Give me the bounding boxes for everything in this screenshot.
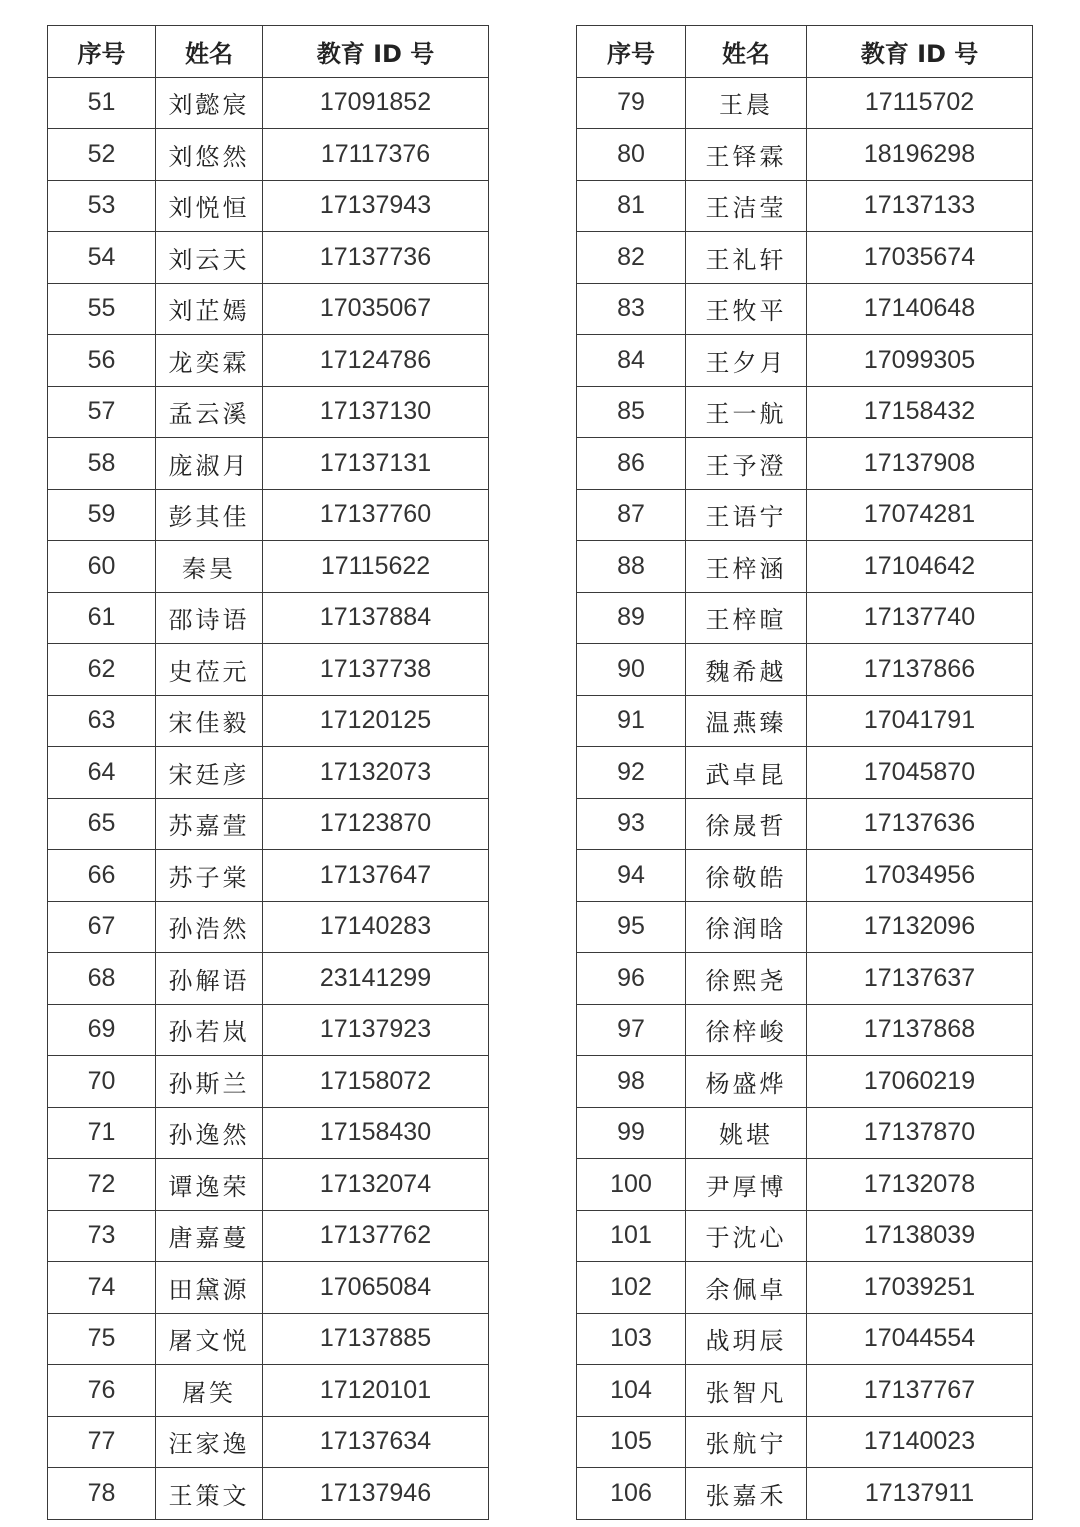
row-name: 尹厚博 bbox=[686, 1159, 807, 1211]
row-id: 17132073 bbox=[263, 747, 489, 799]
header-row bbox=[48, 26, 489, 78]
row-seq: 78 bbox=[48, 1468, 156, 1520]
student-table-left bbox=[47, 25, 489, 1520]
row-name: 王礼轩 bbox=[686, 232, 807, 284]
table-row bbox=[577, 747, 1033, 799]
row-id: 17041791 bbox=[807, 695, 1033, 747]
row-seq: 60 bbox=[48, 541, 156, 593]
row-seq: 57 bbox=[48, 386, 156, 438]
row-seq: 67 bbox=[48, 901, 156, 953]
table-row bbox=[577, 798, 1033, 850]
table-row bbox=[48, 232, 489, 284]
row-name: 王牧平 bbox=[686, 283, 807, 335]
row-name: 徐熙尧 bbox=[686, 953, 807, 1005]
row-id: 17137762 bbox=[263, 1210, 489, 1262]
row-name: 徐润晗 bbox=[686, 901, 807, 953]
row-id: 17137908 bbox=[807, 438, 1033, 490]
row-seq: 64 bbox=[48, 747, 156, 799]
table-row bbox=[48, 77, 489, 129]
row-name: 张嘉禾 bbox=[686, 1468, 807, 1520]
row-id: 17035674 bbox=[807, 232, 1033, 284]
row-id: 17045870 bbox=[807, 747, 1033, 799]
table-row bbox=[577, 1210, 1033, 1262]
table-row bbox=[48, 335, 489, 387]
row-name: 孟云溪 bbox=[156, 386, 263, 438]
row-name: 谭逸荣 bbox=[156, 1159, 263, 1211]
table-row bbox=[48, 798, 489, 850]
table-row bbox=[48, 1313, 489, 1365]
row-id: 17060219 bbox=[807, 1056, 1033, 1108]
row-id: 17099305 bbox=[807, 335, 1033, 387]
row-name: 宋廷彦 bbox=[156, 747, 263, 799]
row-seq: 88 bbox=[577, 541, 686, 593]
row-id: 17158072 bbox=[263, 1056, 489, 1108]
table-row bbox=[48, 1262, 489, 1314]
row-name: 刘悦恒 bbox=[156, 180, 263, 232]
row-seq: 92 bbox=[577, 747, 686, 799]
header-id: 教育 ID 号 bbox=[263, 26, 489, 78]
header-seq: 序号 bbox=[48, 26, 156, 78]
row-name: 王晨 bbox=[686, 77, 807, 129]
table-row bbox=[577, 1313, 1033, 1365]
row-name: 汪家逸 bbox=[156, 1416, 263, 1468]
table-row bbox=[48, 489, 489, 541]
row-name: 王夕月 bbox=[686, 335, 807, 387]
row-name: 秦昊 bbox=[156, 541, 263, 593]
row-seq: 76 bbox=[48, 1365, 156, 1417]
row-seq: 95 bbox=[577, 901, 686, 953]
row-id: 17132074 bbox=[263, 1159, 489, 1211]
row-seq: 66 bbox=[48, 850, 156, 902]
row-id: 17137868 bbox=[807, 1004, 1033, 1056]
table-row bbox=[48, 592, 489, 644]
table-row bbox=[48, 283, 489, 335]
header-name: 姓名 bbox=[686, 26, 807, 78]
table-row bbox=[48, 1210, 489, 1262]
table-row bbox=[48, 644, 489, 696]
table-row bbox=[577, 644, 1033, 696]
row-seq: 62 bbox=[48, 644, 156, 696]
row-name: 刘云天 bbox=[156, 232, 263, 284]
row-name: 唐嘉蔓 bbox=[156, 1210, 263, 1262]
row-seq: 79 bbox=[577, 77, 686, 129]
table-row bbox=[48, 1416, 489, 1468]
row-name: 苏子棠 bbox=[156, 850, 263, 902]
row-seq: 55 bbox=[48, 283, 156, 335]
table-row bbox=[48, 1056, 489, 1108]
row-id: 17137760 bbox=[263, 489, 489, 541]
table-row bbox=[577, 232, 1033, 284]
row-name: 龙奕霖 bbox=[156, 335, 263, 387]
row-name: 魏希越 bbox=[686, 644, 807, 696]
row-name: 孙斯兰 bbox=[156, 1056, 263, 1108]
row-seq: 72 bbox=[48, 1159, 156, 1211]
row-name: 王梓涵 bbox=[686, 541, 807, 593]
header-name: 姓名 bbox=[156, 26, 263, 78]
row-seq: 83 bbox=[577, 283, 686, 335]
row-seq: 59 bbox=[48, 489, 156, 541]
table-row bbox=[577, 592, 1033, 644]
row-seq: 89 bbox=[577, 592, 686, 644]
row-seq: 96 bbox=[577, 953, 686, 1005]
table-row bbox=[577, 1416, 1033, 1468]
row-name: 孙解语 bbox=[156, 953, 263, 1005]
row-name: 姚堪 bbox=[686, 1107, 807, 1159]
row-id: 17034956 bbox=[807, 850, 1033, 902]
row-seq: 100 bbox=[577, 1159, 686, 1211]
row-name: 邵诗语 bbox=[156, 592, 263, 644]
row-id: 17117376 bbox=[263, 129, 489, 181]
row-seq: 81 bbox=[577, 180, 686, 232]
row-id: 17132078 bbox=[807, 1159, 1033, 1211]
row-id: 17124786 bbox=[263, 335, 489, 387]
row-id: 17137767 bbox=[807, 1365, 1033, 1417]
row-name: 徐敬皓 bbox=[686, 850, 807, 902]
table-row bbox=[48, 129, 489, 181]
row-id: 17137946 bbox=[263, 1468, 489, 1520]
table-row bbox=[577, 1262, 1033, 1314]
row-id: 17137866 bbox=[807, 644, 1033, 696]
row-name: 孙逸然 bbox=[156, 1107, 263, 1159]
row-id: 17137738 bbox=[263, 644, 489, 696]
row-id: 17115622 bbox=[263, 541, 489, 593]
row-id: 17132096 bbox=[807, 901, 1033, 953]
table-row bbox=[48, 1365, 489, 1417]
row-id: 17138039 bbox=[807, 1210, 1033, 1262]
row-seq: 93 bbox=[577, 798, 686, 850]
row-seq: 75 bbox=[48, 1313, 156, 1365]
row-name: 王梓暄 bbox=[686, 592, 807, 644]
row-id: 17115702 bbox=[807, 77, 1033, 129]
row-id: 17137923 bbox=[263, 1004, 489, 1056]
row-name: 王语宁 bbox=[686, 489, 807, 541]
row-name: 张航宁 bbox=[686, 1416, 807, 1468]
row-seq: 99 bbox=[577, 1107, 686, 1159]
row-id: 17137740 bbox=[807, 592, 1033, 644]
row-name: 刘懿宸 bbox=[156, 77, 263, 129]
row-id: 17104642 bbox=[807, 541, 1033, 593]
table-row bbox=[48, 850, 489, 902]
table-row bbox=[577, 1004, 1033, 1056]
table-row bbox=[577, 953, 1033, 1005]
table-row bbox=[577, 1056, 1033, 1108]
row-name: 屠笑 bbox=[156, 1365, 263, 1417]
row-name: 彭其佳 bbox=[156, 489, 263, 541]
row-id: 17074281 bbox=[807, 489, 1033, 541]
table-row bbox=[48, 1004, 489, 1056]
row-name: 王铎霖 bbox=[686, 129, 807, 181]
row-id: 17140023 bbox=[807, 1416, 1033, 1468]
row-seq: 87 bbox=[577, 489, 686, 541]
row-id: 17158432 bbox=[807, 386, 1033, 438]
row-name: 庞淑月 bbox=[156, 438, 263, 490]
row-name: 温燕臻 bbox=[686, 695, 807, 747]
row-seq: 105 bbox=[577, 1416, 686, 1468]
table-row bbox=[48, 1468, 489, 1520]
row-seq: 102 bbox=[577, 1262, 686, 1314]
table-row bbox=[577, 283, 1033, 335]
row-name: 于沈心 bbox=[686, 1210, 807, 1262]
row-id: 17039251 bbox=[807, 1262, 1033, 1314]
row-seq: 51 bbox=[48, 77, 156, 129]
row-id: 17137636 bbox=[807, 798, 1033, 850]
table-row bbox=[48, 1107, 489, 1159]
table-row bbox=[577, 386, 1033, 438]
row-name: 武卓昆 bbox=[686, 747, 807, 799]
row-seq: 56 bbox=[48, 335, 156, 387]
row-id: 17044554 bbox=[807, 1313, 1033, 1365]
row-seq: 94 bbox=[577, 850, 686, 902]
row-seq: 73 bbox=[48, 1210, 156, 1262]
row-id: 17137133 bbox=[807, 180, 1033, 232]
row-seq: 54 bbox=[48, 232, 156, 284]
row-seq: 104 bbox=[577, 1365, 686, 1417]
row-id: 17158430 bbox=[263, 1107, 489, 1159]
row-seq: 101 bbox=[577, 1210, 686, 1262]
row-id: 17123870 bbox=[263, 798, 489, 850]
row-id: 17137884 bbox=[263, 592, 489, 644]
row-seq: 52 bbox=[48, 129, 156, 181]
table-row bbox=[48, 386, 489, 438]
row-seq: 106 bbox=[577, 1468, 686, 1520]
row-id: 17120125 bbox=[263, 695, 489, 747]
row-id: 17137885 bbox=[263, 1313, 489, 1365]
row-seq: 85 bbox=[577, 386, 686, 438]
row-name: 王策文 bbox=[156, 1468, 263, 1520]
row-id: 17137130 bbox=[263, 386, 489, 438]
row-seq: 69 bbox=[48, 1004, 156, 1056]
row-name: 田黛源 bbox=[156, 1262, 263, 1314]
row-seq: 98 bbox=[577, 1056, 686, 1108]
table-row bbox=[577, 1107, 1033, 1159]
header-row bbox=[577, 26, 1033, 78]
row-seq: 65 bbox=[48, 798, 156, 850]
table-row bbox=[577, 1159, 1033, 1211]
row-name: 孙浩然 bbox=[156, 901, 263, 953]
table-row bbox=[577, 438, 1033, 490]
row-id: 17137637 bbox=[807, 953, 1033, 1005]
row-name: 徐晟哲 bbox=[686, 798, 807, 850]
row-name: 张智凡 bbox=[686, 1365, 807, 1417]
table-row bbox=[577, 77, 1033, 129]
row-id: 17137736 bbox=[263, 232, 489, 284]
table-row bbox=[48, 695, 489, 747]
table-row bbox=[577, 129, 1033, 181]
row-id: 17137943 bbox=[263, 180, 489, 232]
row-seq: 58 bbox=[48, 438, 156, 490]
row-seq: 68 bbox=[48, 953, 156, 1005]
row-name: 杨盛烨 bbox=[686, 1056, 807, 1108]
row-name: 屠文悦 bbox=[156, 1313, 263, 1365]
row-id: 17137647 bbox=[263, 850, 489, 902]
row-seq: 74 bbox=[48, 1262, 156, 1314]
table-row bbox=[48, 953, 489, 1005]
row-name: 苏嘉萱 bbox=[156, 798, 263, 850]
row-name: 徐梓峻 bbox=[686, 1004, 807, 1056]
header-id: 教育 ID 号 bbox=[807, 26, 1033, 78]
row-id: 17120101 bbox=[263, 1365, 489, 1417]
table-row bbox=[577, 1365, 1033, 1417]
row-id: 17035067 bbox=[263, 283, 489, 335]
row-seq: 71 bbox=[48, 1107, 156, 1159]
row-seq: 70 bbox=[48, 1056, 156, 1108]
row-seq: 63 bbox=[48, 695, 156, 747]
table-row bbox=[577, 850, 1033, 902]
table-row bbox=[577, 541, 1033, 593]
table-row bbox=[577, 335, 1033, 387]
row-id: 17137870 bbox=[807, 1107, 1033, 1159]
row-id: 17140283 bbox=[263, 901, 489, 953]
row-name: 王予澄 bbox=[686, 438, 807, 490]
row-id: 17140648 bbox=[807, 283, 1033, 335]
row-seq: 61 bbox=[48, 592, 156, 644]
row-name: 刘芷嫣 bbox=[156, 283, 263, 335]
header-seq: 序号 bbox=[577, 26, 686, 78]
row-id: 17137131 bbox=[263, 438, 489, 490]
table-row bbox=[577, 901, 1033, 953]
row-name: 王一航 bbox=[686, 386, 807, 438]
table-row bbox=[48, 438, 489, 490]
table-row bbox=[48, 180, 489, 232]
row-seq: 91 bbox=[577, 695, 686, 747]
table-row bbox=[48, 1159, 489, 1211]
row-name: 余佩卓 bbox=[686, 1262, 807, 1314]
table-row bbox=[577, 180, 1033, 232]
row-seq: 84 bbox=[577, 335, 686, 387]
student-table-right bbox=[576, 25, 1033, 1520]
row-name: 宋佳毅 bbox=[156, 695, 263, 747]
row-seq: 86 bbox=[577, 438, 686, 490]
row-seq: 77 bbox=[48, 1416, 156, 1468]
row-id: 17065084 bbox=[263, 1262, 489, 1314]
row-seq: 53 bbox=[48, 180, 156, 232]
table-row bbox=[48, 901, 489, 953]
row-seq: 97 bbox=[577, 1004, 686, 1056]
row-id: 18196298 bbox=[807, 129, 1033, 181]
table-row bbox=[48, 541, 489, 593]
row-name: 孙若岚 bbox=[156, 1004, 263, 1056]
table-row bbox=[577, 695, 1033, 747]
table-row bbox=[577, 1468, 1033, 1520]
row-seq: 90 bbox=[577, 644, 686, 696]
row-seq: 103 bbox=[577, 1313, 686, 1365]
table-row bbox=[48, 747, 489, 799]
row-seq: 82 bbox=[577, 232, 686, 284]
row-id: 23141299 bbox=[263, 953, 489, 1005]
row-name: 史莅元 bbox=[156, 644, 263, 696]
table-row bbox=[577, 489, 1033, 541]
row-id: 17137634 bbox=[263, 1416, 489, 1468]
row-name: 王洁莹 bbox=[686, 180, 807, 232]
row-id: 17137911 bbox=[807, 1468, 1033, 1520]
row-name: 刘悠然 bbox=[156, 129, 263, 181]
row-id: 17091852 bbox=[263, 77, 489, 129]
row-seq: 80 bbox=[577, 129, 686, 181]
row-name: 战玥辰 bbox=[686, 1313, 807, 1365]
